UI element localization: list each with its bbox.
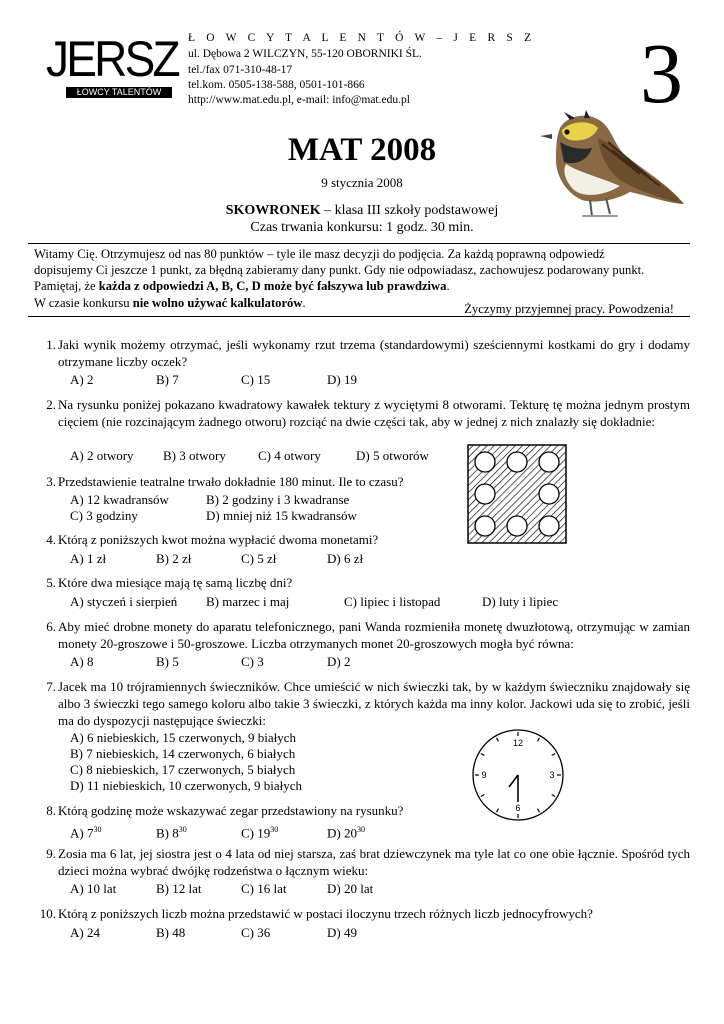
answer-option[interactable]: C) 15 [241,372,271,387]
instructions-box [28,243,690,317]
answer-option[interactable]: A) styczeń i sierpień [70,594,178,609]
web-email: http://www.mat.edu.pl, e-mail: info@mat.edu.pl [188,94,410,106]
answer-option[interactable]: B) $8^{30}$ [156,825,187,841]
question-text: Którą godzinę może wskazywać zegar przedstawiony na rysunku? [58,803,404,818]
answer-option[interactable]: D) 20 lat [327,881,374,896]
answer-option[interactable]: D) mniej niż 15 kwadransów [206,508,357,523]
question-5: 5. Które dwa miesiące mają tę samą liczbę dni? [38,574,690,591]
answer-option[interactable]: C) 16 lat [241,881,287,896]
answer-option[interactable]: D) 6 zł [327,551,364,566]
contest-title: MAT 2008 [287,132,437,168]
intro-line-2: dopisujemy Ci jeszcze 1 punkt, za błędną zabieramy dany punkt. Gdy nie odpowiadasz, zachowujesz podarowany punkt. [34,263,645,278]
answer-option[interactable]: B) 2 godziny i 3 kwadranse [206,492,350,507]
address: ul. Dębowa 2 WILCZYN, 55-120 OBORNIKI ŚL. [188,48,422,60]
answer-option[interactable]: C) 36 [241,925,271,940]
level-desc: – klasa III szkoły podstawowej [320,203,499,218]
question-text: Na rysunku poniżej pokazano kwadratowy kawałek tektury z wyciętymi 8 otworami. Tekturę tę można jednym prostym cięciem (nie rozcinającym żadnego otworu) rozciąć na dwie części tak, aby w jednej z nich znalazły się dokładnie: [58,397,690,429]
answer-option[interactable]: A) $7^{30}$ [70,825,102,841]
contest-duration: Czas trwania konkursu: 1 godz. 30 min. [250,220,474,235]
answer-option[interactable]: B) 7 niebieskich, 14 czerwonych, 6 białych [70,746,296,761]
question-3: 3. Przedstawienie teatralne trwało dokładnie 180 minut. Ile to czasu? [38,473,690,490]
answer-option[interactable]: D) luty i lipiec [482,594,559,609]
level-name: SKOWRONEK [225,203,321,218]
cardboard-figure [467,444,567,544]
answer-option[interactable]: A) 2 otwory [70,448,134,463]
answer-option[interactable]: C) 4 otwory [258,448,321,463]
tel-fax: tel./fax 071-310-48-17 [188,64,293,76]
answer-option[interactable]: C) 8 niebieskich, 17 czerwonych, 5 białych [70,762,296,777]
answer-option[interactable]: B) 5 [156,654,179,669]
question-text: Zosia ma 6 lat, jej siostra jest o 4 lata od niej starsza, zaś brat dziewczynek ma tyle lat co one obie łącznie. Spośród tych dzieci można wybrać dwójkę rodzeństwa o łącznym wieku: [58,846,690,878]
answer-option[interactable]: D) 49 [327,925,357,940]
answer-option[interactable]: A) 6 niebieskich, 15 czerwonych, 9 białych [70,730,296,745]
skylark-illustration [520,108,690,226]
question-text: Przedstawienie teatralne trwało dokładnie 180 minut. Ile to czasu? [58,474,404,489]
clock-label-12: 12 [512,738,524,748]
logo-band-text: ŁOWCY TALENTÓW [66,87,172,98]
jersz-logo [46,31,178,97]
question-4: 4. Którą z poniższych kwot można wypłacić dwoma monetami? [38,531,690,548]
question-text: Jacek ma 10 trójramiennych świeczników. Chce umieścić w nich świeczki tak, by w każdym świeczniku znajdowały się albo 3 świeczki tego samego koloru albo takie 3 świeczki, z których każda ma inny kolor. Jackowi uda się to zrobić, jeśli ma do dyspozycji następujące świeczki: [58,679,690,728]
intro-rule-bold: każda z odpowiedzi A, B, C, D może być fałszywa lub prawdziwa [98,279,447,294]
answer-option[interactable]: C) 3 godziny [70,508,138,523]
question-9: 9. Zosia ma 6 lat, jej siostra jest o 4 lata od niej starsza, zaś brat dziewczynek ma tyle lat co one obie łącznie. Spośród tych dzieci można wybrać dwójkę rodzeństwa o łącznym wieku: [46,846,690,878]
question-text: Które dwa miesiące mają tę samą liczbę dni? [58,575,293,590]
question-2: 2. Na rysunku poniżej pokazano kwadratowy kawałek tektury z wyciętymi 8 otworami. Tekturę tę można jednym prostym cięciem (nie rozcinającym żadnego otworu) rozciąć na dwie części tak, aby w jednej z nich znalazły się dokładnie: [46,397,690,429]
question-10: 10. Którą z poniższych liczb można przedstawić w postaci iloczynu trzech różnych liczb jednocyfrowych? [38,905,690,922]
org-name: Ł O W C Y T A L E N T Ó W – J E R S Z [188,32,536,44]
clock-label-3: 3 [549,770,555,780]
answer-option[interactable]: B) 12 lat [156,881,202,896]
answer-option[interactable]: A) 24 [70,925,100,940]
question-text: Którą z poniższych liczb można przedstawić w postaci iloczynu trzech różnych liczb jednocyfrowych? [58,906,593,921]
answer-option[interactable]: C) 5 zł [241,551,277,566]
answer-option[interactable]: D) 19 [327,372,357,387]
answer-option[interactable]: A) 8 [70,654,94,669]
clock-label-6: 6 [515,803,521,813]
answer-option[interactable]: C) lipiec i listopad [344,594,441,609]
clock-label-9: 9 [481,770,487,780]
answer-option[interactable]: B) 48 [156,925,186,940]
answer-option[interactable]: D) 2 [327,654,351,669]
answer-option[interactable]: D) 5 otworów [356,448,429,463]
answer-option[interactable]: A) 1 zł [70,551,107,566]
question-6: 6. Aby mieć drobne monety do aparatu telefonicznego, pani Wanda rozmieniła monetę dwuzłotową, otrzymując w zamian monety 20-groszowe i 50-groszowe. Liczba otrzymanych monet 20-groszowych mogła być równa: [46,619,690,651]
intro-line-4: W czasie konkursu nie wolno używać kalkulatorów. [34,295,306,310]
answer-option[interactable]: B) 2 zł [156,551,192,566]
intro-line-1: Witamy Cię. Otrzymujesz od nas 80 punktów – tyle ile masz decyzji do podjęcia. Za każdą poprawną odpowiedź [34,247,605,261]
intro-wish: Życzymy przyjemnej pracy. Powodzenia! [464,302,674,316]
page-number: 3 [640,25,683,121]
no-calculators-bold: nie wolno używać kalkulatorów [132,295,303,310]
question-text: Aby mieć drobne monety do aparatu telefonicznego, pani Wanda rozmieniła monetę dwuzłotową, otrzymując w zamian monety 20-groszowe i 50-groszowe. Liczba otrzymanych monet 20-groszowych mogła być równa: [58,619,690,651]
question-7: 7. Jacek ma 10 trójramiennych świeczników. Chce umieścić w nich świeczki tak, by w każdym świeczniku znajdowały się albo 3 świeczki tego samego koloru albo takie 3 świeczki, z których każda ma inny kolor. Jackowi uda się to zrobić, jeśli ma do dyspozycji następujące świeczki: [46,679,690,728]
answer-option[interactable]: B) marzec i maj [206,594,290,609]
answer-option[interactable]: C) 3 [241,654,264,669]
contest-date: 9 stycznia 2008 [321,175,403,190]
question-1: 1. Jaki wynik możemy otrzymać, jeśli wykonamy rzut trzema (standardowymi) sześciennymi kostkami do gry i dodamy otrzymane liczby oczek? [46,337,690,369]
intro-line-3: Pamiętaj, że każda z odpowiedzi A, B, C, D może być fałszywa lub prawdziwa. [34,279,450,294]
answer-option[interactable]: A) 12 kwadransów [70,492,169,507]
question-text: Którą z poniższych kwot można wypłacić dwoma monetami? [58,532,379,547]
question-8: 8. Którą godzinę może wskazywać zegar przedstawiony na rysunku? [38,802,690,819]
answer-option[interactable]: C) $19^{30}$ [241,825,279,841]
question-text: Jaki wynik możemy otrzymać, jeśli wykonamy rzut trzema (standardowymi) sześciennymi kostkami do gry i dodamy otrzymane liczby oczek? [58,337,690,369]
answer-option[interactable]: A) 10 lat [70,881,117,896]
answer-option[interactable]: D) $20^{30}$ [327,825,365,841]
logo-main-text: JERSZ [46,31,178,87]
answer-option[interactable]: A) 2 [70,372,94,387]
answer-option[interactable]: D) 11 niebieskich, 10 czerwonych, 9 białych [70,778,303,793]
answer-option[interactable]: B) 3 otwory [163,448,226,463]
tel-kom: tel.kom. 0505-138-588, 0501-101-866 [188,79,365,91]
answer-option[interactable]: B) 7 [156,372,179,387]
